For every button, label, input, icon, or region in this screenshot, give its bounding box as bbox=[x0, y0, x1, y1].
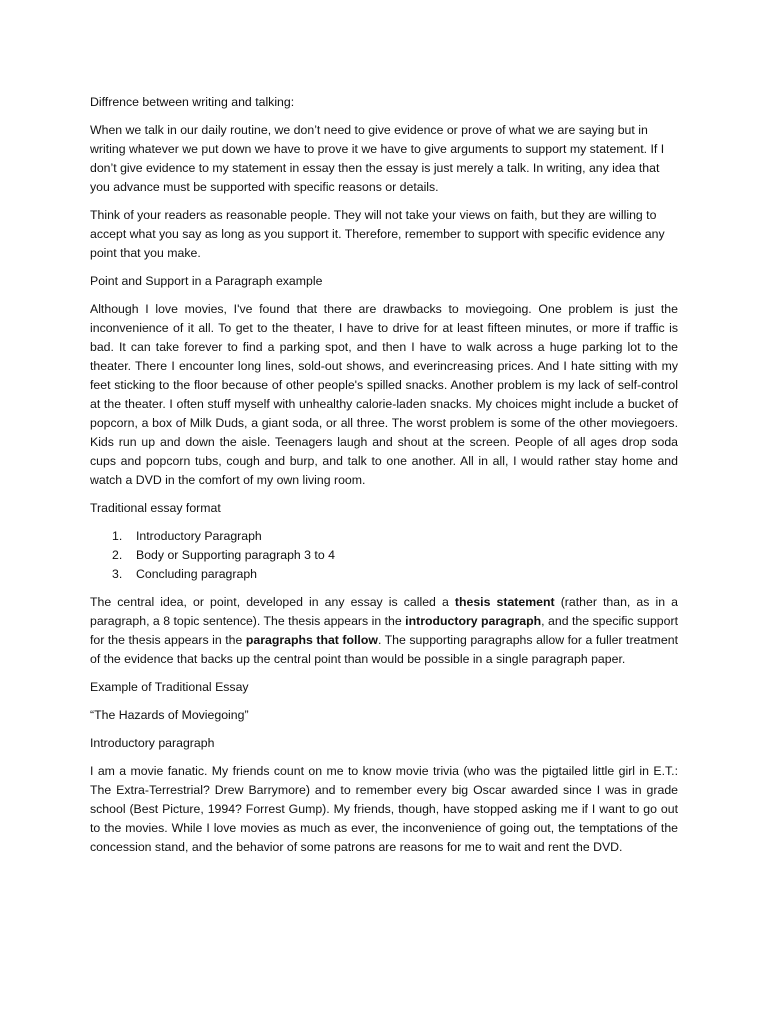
list-text: Concluding paragraph bbox=[136, 567, 258, 581]
paragraph-movie-example: Although I love movies, I've found that there are drawbacks to moviegoing. One problem is just the inconvenience of it all. To get to the theater, I have to drive for at least fifteen minutes, or more if traffic is bad. It can take forever to find a parking spot, and then I have to walk across a huge parking lot to the theater. There I encounter long lines, sold-out shows, and everincreasing prices. And I hate sitting with my feet sticking to the floor because of other people's spilled snacks. Another problem is my lack of self-control at the theater. I often stuff myself with unhealthy calorie-laden snacks. My choices might include a bucket of popcorn, a box of Milk Duds, a giant soda, or all three. The worst problem is some of the other moviegoers. Kids run up and down the aisle. Teenagers laugh and shout at the screen. People of all ages drop soda cups and popcorn tubs, cough and burp, and talk to one another. All in all, I would rather stay home and watch a DVD in the comfort of my own living room. bbox=[90, 302, 678, 487]
list-item bbox=[90, 546, 678, 565]
document-page bbox=[90, 93, 678, 866]
list-item bbox=[90, 565, 678, 584]
essay-title: “The Hazards of Moviegoing” bbox=[90, 708, 249, 722]
heading-traditional-format: Traditional essay format bbox=[90, 501, 221, 515]
paragraph-thesis-statement bbox=[90, 593, 678, 669]
list-text: Body or Supporting paragraph 3 to 4 bbox=[136, 548, 335, 562]
heading-point-and-support: Point and Support in a Paragraph example bbox=[90, 274, 323, 288]
text-segment: (rather than, as in a paragraph, a 8 topic sentence). The thesis appears in the bbox=[90, 595, 678, 628]
term-paragraphs-that-follow: paragraphs that follow bbox=[245, 633, 378, 647]
paragraph-reasonable-readers: Think of your readers as reasonable people. They will not take your views on faith, but they are willing to accept what you say as long as you support it. Therefore, remember to support with specific evidence any point that you make. bbox=[90, 208, 665, 260]
paragraph-movie-fanatic: I am a movie fanatic. My friends count on me to know movie trivia (who was the pigtailed little girl in E.T.: The Extra-Terrestrial? Drew Barrymore) and to remember every big Oscar awarded since I was in grade school (Best Picture, 1994? Forrest Gump). My friends, though, have stopped asking me if I want to go out to the movies. While I love movies as much as ever, the inconvenience of going out, the temptations of the concession stand, and the behavior of some patrons are reasons for me to wait and rent the DVD. bbox=[90, 764, 678, 854]
text-segment: The central idea, or point, developed in any essay is called a bbox=[90, 595, 455, 609]
heading-writing-vs-talking: Diffrence between writing and talking: bbox=[90, 95, 295, 109]
term-thesis-statement: thesis statement bbox=[454, 595, 555, 609]
heading-introductory-paragraph: Introductory paragraph bbox=[90, 736, 215, 750]
text-segment: . The supporting paragraphs allow for a fuller treatment of the evidence that backs up the central point than would be possible in a single paragraph paper. bbox=[90, 633, 678, 666]
list-item bbox=[90, 527, 678, 546]
list-number: 1. bbox=[112, 529, 123, 543]
essay-format-list bbox=[90, 527, 678, 584]
term-introductory-paragraph: introductory paragraph bbox=[405, 614, 542, 628]
paragraph-writing-vs-talking: When we talk in our daily routine, we don’t need to give evidence or prove of what we are saying but in writing whatever we put down we have to prove it we have to give arguments to support my statement. If I don’t give evidence to my statement in essay then the essay is just merely a talk. In writing, any idea that you advance must be supported with specific reasons or details. bbox=[90, 123, 665, 194]
list-text: Introductory Paragraph bbox=[136, 529, 262, 543]
text-segment: , and the specific support for the thesis appears in the bbox=[90, 614, 678, 647]
heading-example-essay: Example of Traditional Essay bbox=[90, 680, 249, 694]
list-number: 2. bbox=[112, 548, 123, 562]
list-number: 3. bbox=[112, 567, 123, 581]
